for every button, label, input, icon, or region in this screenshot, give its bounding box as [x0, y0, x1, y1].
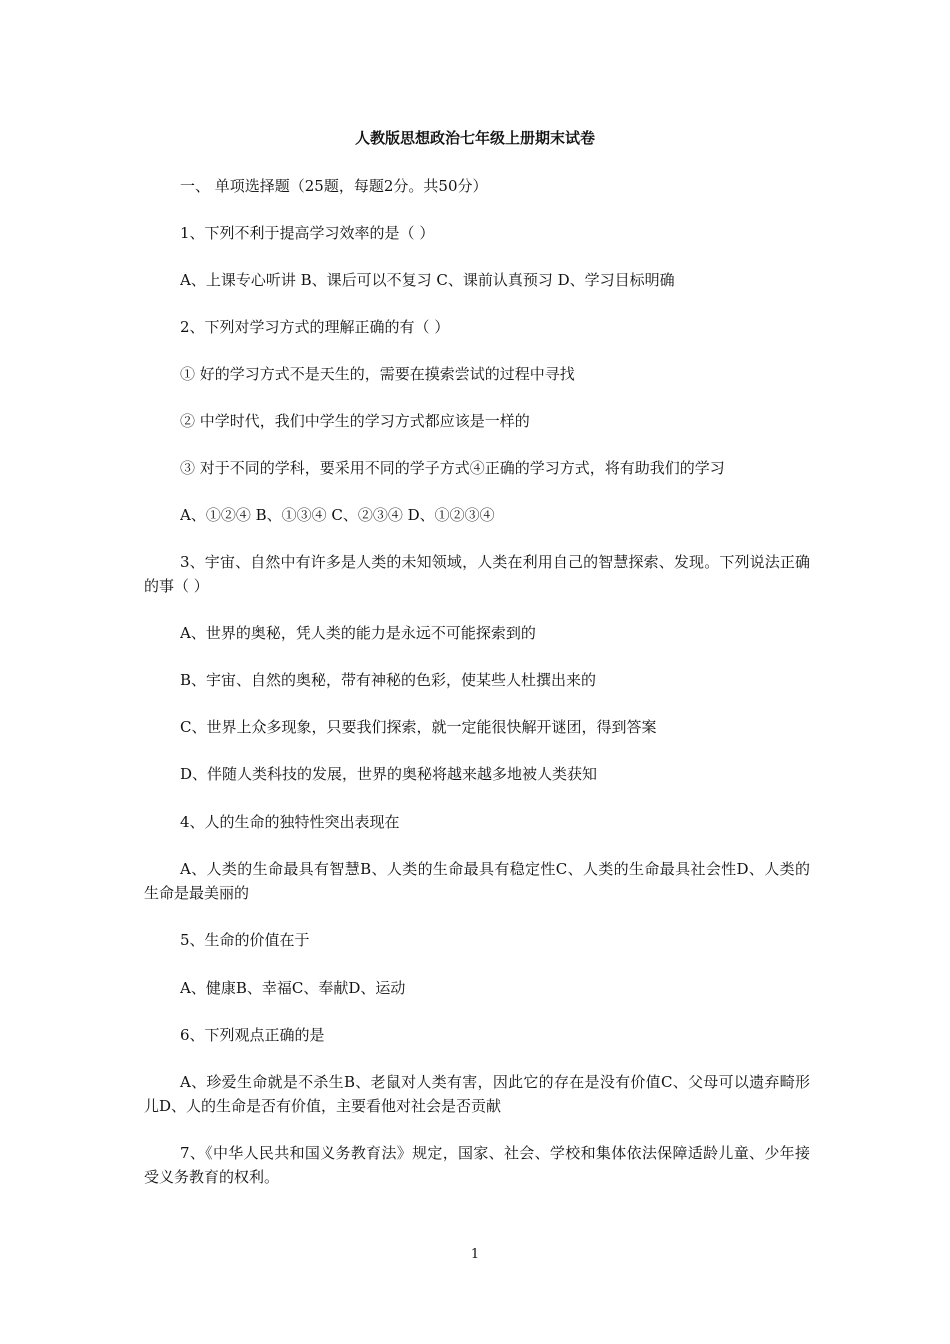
- page-number: 1: [470, 1247, 480, 1262]
- question-3-option-a: A、世界的奥秘，凭人类的能力是永远不可能探索到的: [180, 624, 536, 642]
- question-3-option-d: D、伴随人类科技的发展，世界的奥秘将越来越多地被人类获知: [180, 765, 598, 783]
- question-1: 1、下列不利于提高学习效率的是（ ）: [180, 224, 435, 242]
- question-7: 7、《中华人民共和国义务教育法》规定，国家、社会、学校和集体依法保障适龄儿童、少年接受义务教育的权利。: [144, 1144, 810, 1186]
- question-2: 2、下列对学习方式的理解正确的有（ ）: [180, 318, 450, 336]
- page-title: 人教版思想政治七年级上册期末试卷: [354, 129, 595, 147]
- question-6: 6、下列观点正确的是: [180, 1026, 325, 1044]
- question-4: 4、人的生命的独特性突出表现在: [180, 813, 400, 831]
- question-3-option-c: C、世界上众多现象，只要我们探索，就一定能很快解开谜团，得到答案: [180, 718, 657, 736]
- question-6-options: A、珍爱生命就是不杀生B、老鼠对人类有害，因此它的存在是没有价值C、父母可以遗弃畸形儿D、人的生命是否有价值，主要看他对社会是否贡献: [144, 1073, 810, 1115]
- question-3-option-b: B、宇宙、自然的奥秘，带有神秘的色彩，使某些人杜撰出来的: [180, 671, 597, 689]
- question-5: 5、生命的价值在于: [180, 931, 310, 949]
- question-3: 3、宇宙、自然中有许多是人类的未知领域，人类在利用自己的智慧探索、发现。下列说法正确的事（ ）: [144, 553, 810, 595]
- question-1-options: A、上课专心听讲 B、课后可以不复习 C、课前认真预习 D、学习目标明确: [180, 271, 675, 289]
- question-4-options: A、人类的生命最具有智慧B、人类的生命最具有稳定性C、人类的生命最具社会性D、人类的生命是最美丽的: [144, 860, 810, 902]
- question-2-statement-2: ② 中学时代，我们中学生的学习方式都应该是一样的: [180, 412, 530, 430]
- section-heading: 一、 单项选择题（25题，每题2分。共50分）: [180, 177, 488, 195]
- question-5-options: A、健康B、幸福C、奉献D、运动: [180, 979, 406, 997]
- question-2-statement-1: ① 好的学习方式不是天生的，需要在摸索尝试的过程中寻找: [180, 365, 575, 383]
- question-2-options: A、①②④ B、①③④ C、②③④ D、①②③④: [180, 506, 495, 524]
- question-2-statement-3: ③ 对于不同的学科，要采用不同的学子方式④正确的学习方式，将有助我们的学习: [180, 459, 725, 477]
